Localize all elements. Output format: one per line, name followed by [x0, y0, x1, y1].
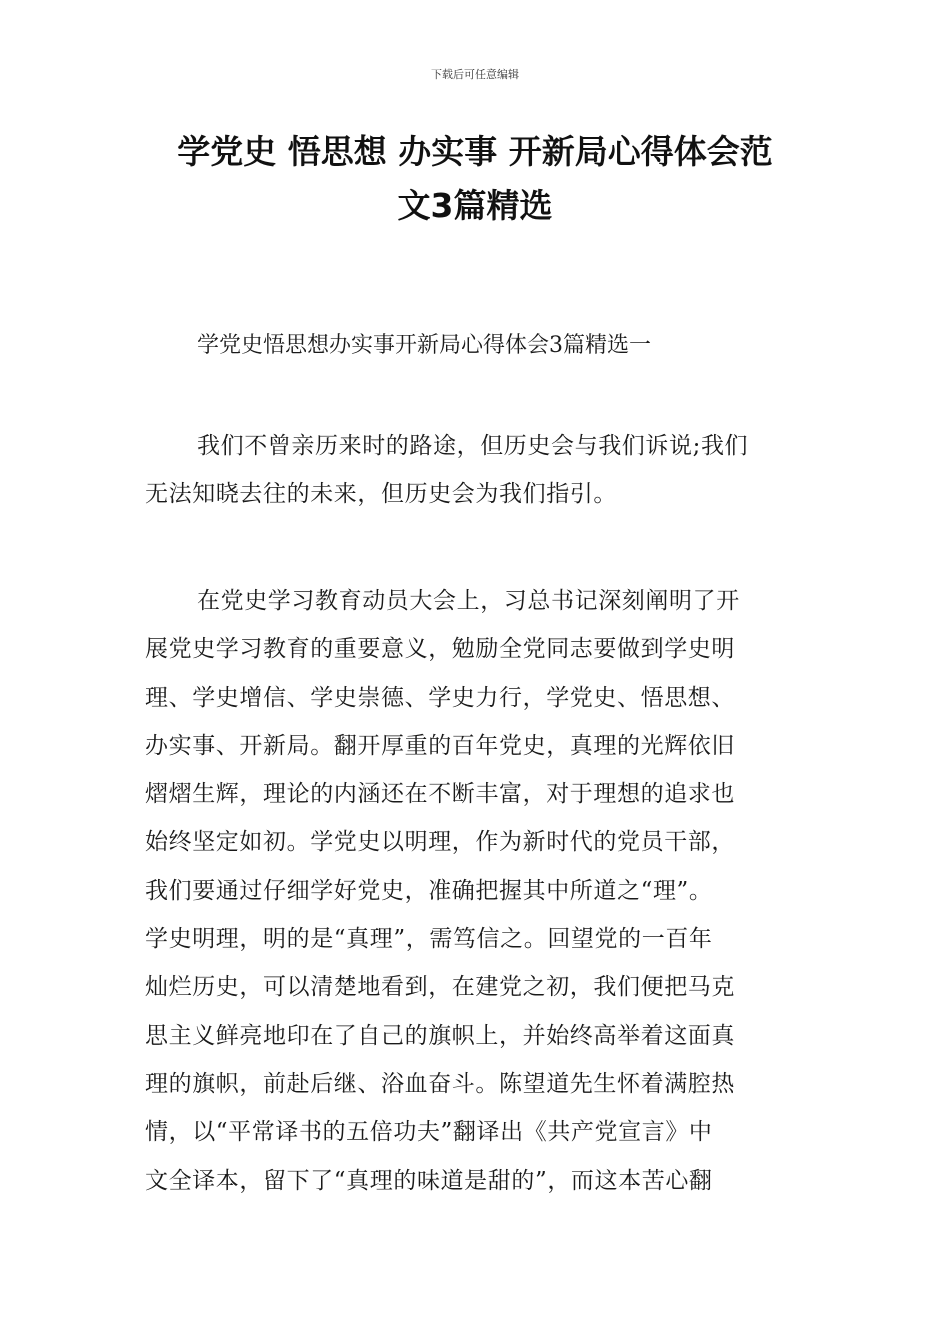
paragraph-line: 灿烂历史，可以清楚地看到，在建党之初，我们便把马克: [145, 974, 735, 1001]
paragraph-line: 理、学史增信、学史崇德、学史力行，学党史、悟思想、: [145, 684, 735, 711]
paragraph-line: 熠熠生辉，理论的内涵还在不断丰富，对于理想的追求也: [145, 781, 735, 808]
title-line-1: 学党史 悟思想 办实事 开新局心得体会范: [177, 132, 773, 171]
paragraph-line: 始终坚定如初。学党史以明理，作为新时代的党员干部，: [145, 829, 735, 856]
section-heading: 学党史悟思想办实事开新局心得体会3篇精选一: [197, 333, 651, 358]
paragraph-line: 理的旗帜，前赴后继、浴血奋斗。陈望道先生怀着满腔热: [145, 1070, 735, 1097]
paragraph-line: 无法知晓去往的未来，但历史会为我们指引。: [145, 481, 617, 508]
paragraph-2: [145, 577, 815, 1205]
document-title: [140, 125, 810, 233]
paragraph-1: [145, 422, 815, 519]
paragraph-line: 办实事、开新局。翻开厚重的百年党史，真理的光辉依旧: [145, 732, 735, 759]
paragraph-line: 情，以“平常译书的五倍功夫”翻译出《共产党宣言》中: [145, 1119, 713, 1146]
paragraph-line: 学史明理，明的是“真理”，需笃信之。回望党的一百年: [145, 926, 713, 953]
header-note: 下载后可任意编辑: [431, 68, 519, 81]
paragraph-line: 文全译本，留下了“真理的味道是甜的”，而这本苦心翻: [145, 1167, 713, 1194]
paragraph-line: 我们不曾亲历来时的路途，但历史会与我们诉说;我们: [197, 433, 749, 459]
paragraph-line: 展党史学习教育的重要意义，勉励全党同志要做到学史明: [145, 636, 735, 663]
paragraph-line: 思主义鲜亮地印在了自己的旗帜上，并始终高举着这面真: [145, 1022, 735, 1049]
paragraph-line: 在党史学习教育动员大会上，习总书记深刻阐明了开: [197, 588, 740, 614]
title-line-2: 文3篇精选: [397, 186, 553, 225]
paragraph-line: 我们要通过仔细学好党史，准确把握其中所道之“理”。: [145, 877, 713, 904]
